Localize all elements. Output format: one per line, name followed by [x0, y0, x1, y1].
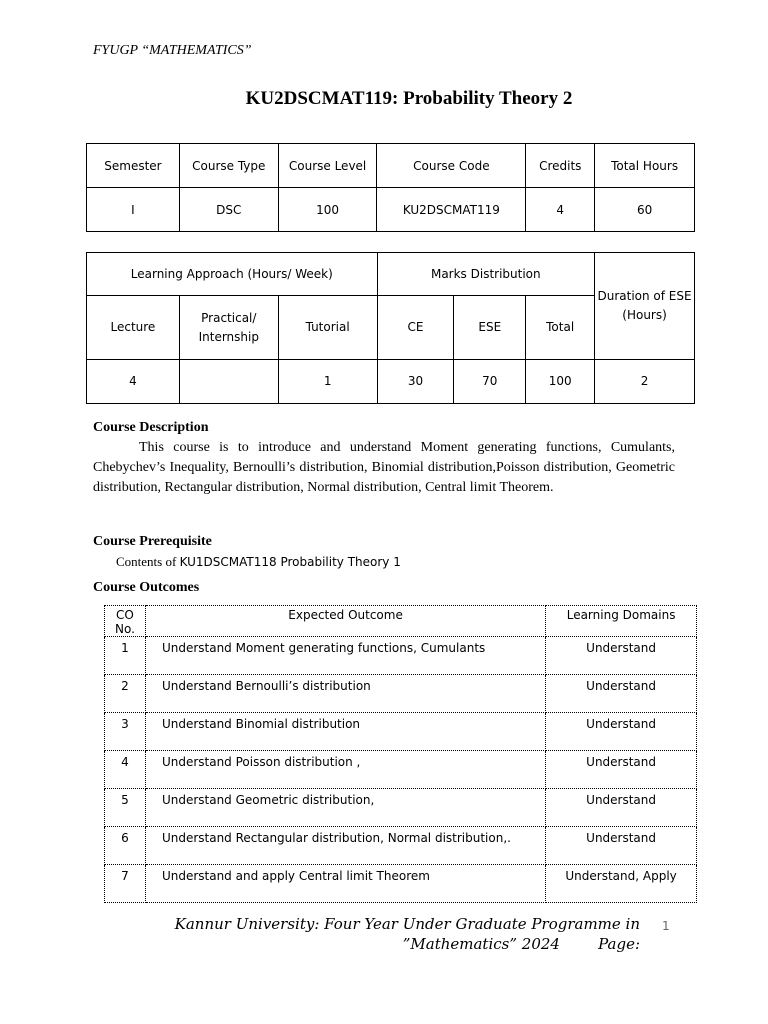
header-course-code: Course Code [377, 144, 526, 188]
co-outcome: Understand Poisson distribution , [145, 751, 545, 789]
co-outcome: Understand Geometric distribution, [145, 789, 545, 827]
prerequisite-prefix: Contents of [116, 554, 180, 569]
co-number: 3 [105, 713, 146, 751]
co-number: 6 [105, 827, 146, 865]
footer-line-2: ”Mathematics” 2024 Page: [402, 935, 640, 953]
value-duration: 2 [595, 360, 695, 404]
course-prerequisite-text [116, 554, 401, 570]
table-row [105, 751, 697, 789]
co-number: 2 [105, 675, 146, 713]
value-semester: I [87, 188, 180, 232]
co-domain: Understand, Apply [546, 865, 697, 903]
co-domain: Understand [546, 789, 697, 827]
marks-distribution-header: Marks Distribution [377, 253, 595, 296]
course-description-body: This course is to introduce and understand Moment generating functions, Cumulants, Chebychev’s Inequality, Bernoulli’s distribution, Binomial distribution,Poisson distribution, Geometric distribution, Rectangular distribution, Normal distribution, Central limit Theorem. [93, 440, 675, 495]
value-course-code: KU2DSCMAT119 [377, 188, 526, 232]
value-course-level: 100 [278, 188, 377, 232]
table-row [105, 827, 697, 865]
co-number: 1 [105, 637, 146, 675]
header-tutorial: Tutorial [278, 296, 377, 360]
footer-line-1: Kannur University: Four Year Under Graduate Programme in [174, 915, 640, 933]
value-practical [179, 360, 278, 404]
page-number: 1 [662, 919, 670, 933]
value-credits: 4 [526, 188, 595, 232]
co-number: 7 [105, 865, 146, 903]
outcomes-header-row [105, 606, 697, 637]
value-lecture: 4 [87, 360, 180, 404]
header-practical: Practical/ Internship [179, 296, 278, 360]
co-domain: Understand [546, 675, 697, 713]
table-row [105, 637, 697, 675]
value-tutorial: 1 [278, 360, 377, 404]
header-credits: Credits [526, 144, 595, 188]
prerequisite-course: KU1DSCMAT118 Probability Theory 1 [179, 555, 401, 569]
header-expected-outcome: Expected Outcome [145, 606, 545, 637]
co-domain: Understand [546, 713, 697, 751]
value-total-hours: 60 [595, 188, 695, 232]
co-domain: Understand [546, 637, 697, 675]
co-outcome: Understand Bernoulli’s distribution [145, 675, 545, 713]
course-info-table [86, 143, 695, 232]
running-header: FYUGP “MATHEMATICS” [93, 43, 252, 58]
approach-group-row [87, 253, 695, 296]
header-lecture: Lecture [87, 296, 180, 360]
table-row [105, 713, 697, 751]
co-outcome: Understand Rectangular distribution, Normal distribution,. [145, 827, 545, 865]
value-ese: 70 [454, 360, 526, 404]
header-total: Total [526, 296, 595, 360]
header-semester: Semester [87, 144, 180, 188]
value-total: 100 [526, 360, 595, 404]
header-total-hours: Total Hours [595, 144, 695, 188]
co-outcome: Understand Binomial distribution [145, 713, 545, 751]
approach-marks-table [86, 252, 695, 404]
course-outcomes-table [104, 605, 697, 903]
page-title: KU2DSCMAT119: Probability Theory 2 [245, 88, 573, 109]
course-info-header-row [87, 144, 695, 188]
header-ce: CE [377, 296, 454, 360]
course-description-heading: Course Description [93, 420, 209, 435]
table-row [105, 789, 697, 827]
co-domain: Understand [546, 827, 697, 865]
approach-value-row [87, 360, 695, 404]
co-outcome: Understand Moment generating functions, Cumulants [145, 637, 545, 675]
header-learning-domains: Learning Domains [546, 606, 697, 637]
header-co-no: CO No. [105, 606, 146, 637]
header-course-level: Course Level [278, 144, 377, 188]
course-outcomes-heading: Course Outcomes [93, 580, 200, 595]
learning-approach-header: Learning Approach (Hours/ Week) [87, 253, 378, 296]
table-row [105, 675, 697, 713]
header-course-type: Course Type [179, 144, 278, 188]
course-prerequisite-heading: Course Prerequisite [93, 534, 212, 549]
co-number: 5 [105, 789, 146, 827]
table-row [105, 865, 697, 903]
co-domain: Understand [546, 751, 697, 789]
page-footer [150, 914, 640, 954]
course-info-value-row [87, 188, 695, 232]
co-number: 4 [105, 751, 146, 789]
value-ce: 30 [377, 360, 454, 404]
value-course-type: DSC [179, 188, 278, 232]
co-outcome: Understand and apply Central limit Theorem [145, 865, 545, 903]
course-description-text [93, 438, 675, 498]
header-ese: ESE [454, 296, 526, 360]
duration-header: Duration of ESE (Hours) [595, 253, 695, 360]
